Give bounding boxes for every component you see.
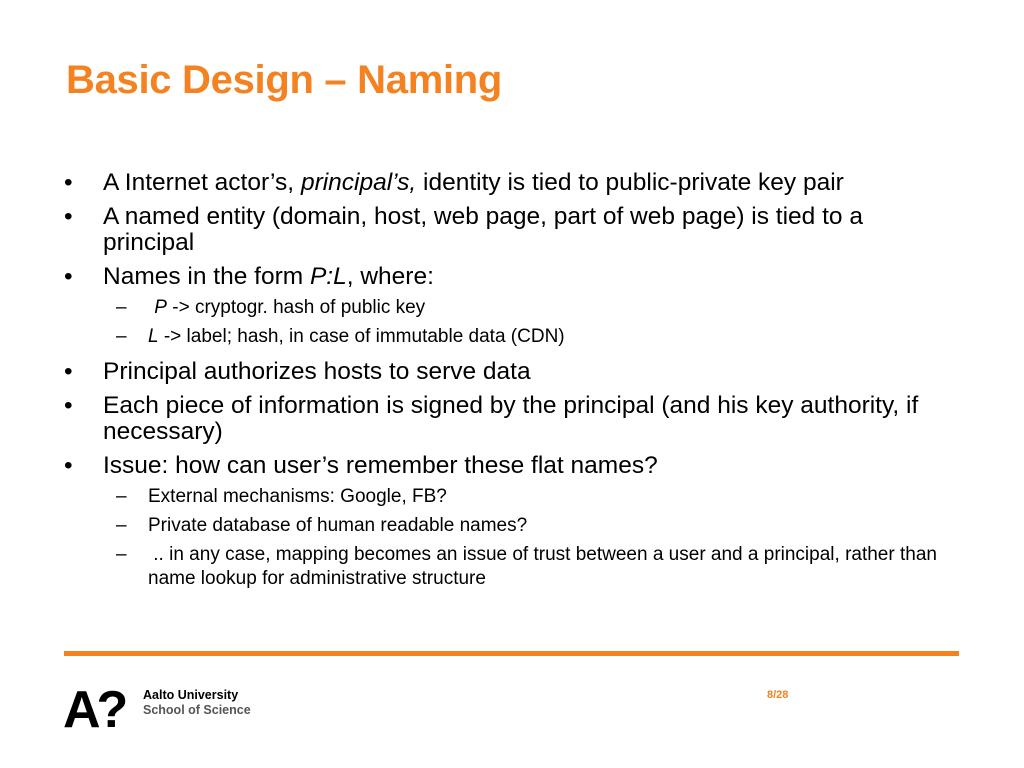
- bullet-item: [60, 264, 950, 290]
- school-name: School of Science: [143, 703, 251, 717]
- bullet-item: [60, 170, 950, 196]
- bullet-emphasis: P:L: [309, 263, 347, 290]
- footer-divider: [64, 651, 959, 656]
- sub-bullet-emphasis: L: [148, 326, 159, 347]
- bullet-item: [60, 453, 950, 479]
- sub-bullet-text: External mechanisms: Google, FB?: [148, 486, 447, 507]
- sub-bullet-text: .. in any case, mapping becomes an issue of trust between a user and a principal, rather than name lookup for administrative structure: [148, 544, 937, 589]
- bullet-emphasis: principal’s,: [300, 169, 417, 196]
- bullet-text: , where:: [346, 263, 434, 290]
- bullet-text: Each piece of information is signed by the principal (and his key authority, if necessary): [103, 392, 919, 445]
- sub-bullet-item: [60, 514, 950, 538]
- slide-title: Basic Design – Naming: [66, 58, 503, 102]
- sub-bullet-item: [60, 543, 950, 591]
- bullet-item: [60, 359, 950, 385]
- sub-bullet-text: Private database of human readable names?: [148, 515, 528, 536]
- university-name: Aalto University: [143, 688, 239, 702]
- bullet-text: Issue: how can user’s remember these flat names?: [103, 452, 658, 479]
- bullet-list: [60, 170, 950, 596]
- bullet-text: identity is tied to public-private key pair: [416, 169, 844, 196]
- aalto-logo: [63, 685, 129, 731]
- sub-bullet-item: [60, 296, 950, 320]
- sub-bullet-item: [60, 485, 950, 509]
- bullet-item: [60, 204, 950, 256]
- aalto-logo-mark: A?: [63, 685, 125, 731]
- sub-bullet-text: -> label; hash, in case of immutable data (CDN): [158, 326, 565, 347]
- bullet-text: A Internet actor’s,: [103, 169, 301, 196]
- university-name-block: [143, 688, 251, 718]
- sub-bullet-item: [60, 325, 950, 349]
- sub-bullet-text: -> cryptogr. hash of public key: [166, 297, 426, 318]
- bullet-text: A named entity (domain, host, web page, part of web page) is tied to a principal: [103, 203, 863, 256]
- bullet-text: Principal authorizes hosts to serve data: [103, 358, 531, 385]
- bullet-text: Names in the form: [103, 263, 310, 290]
- bullet-item: [60, 393, 950, 445]
- sub-bullet-emphasis: P: [154, 297, 167, 318]
- page-number: 8/28: [767, 689, 789, 701]
